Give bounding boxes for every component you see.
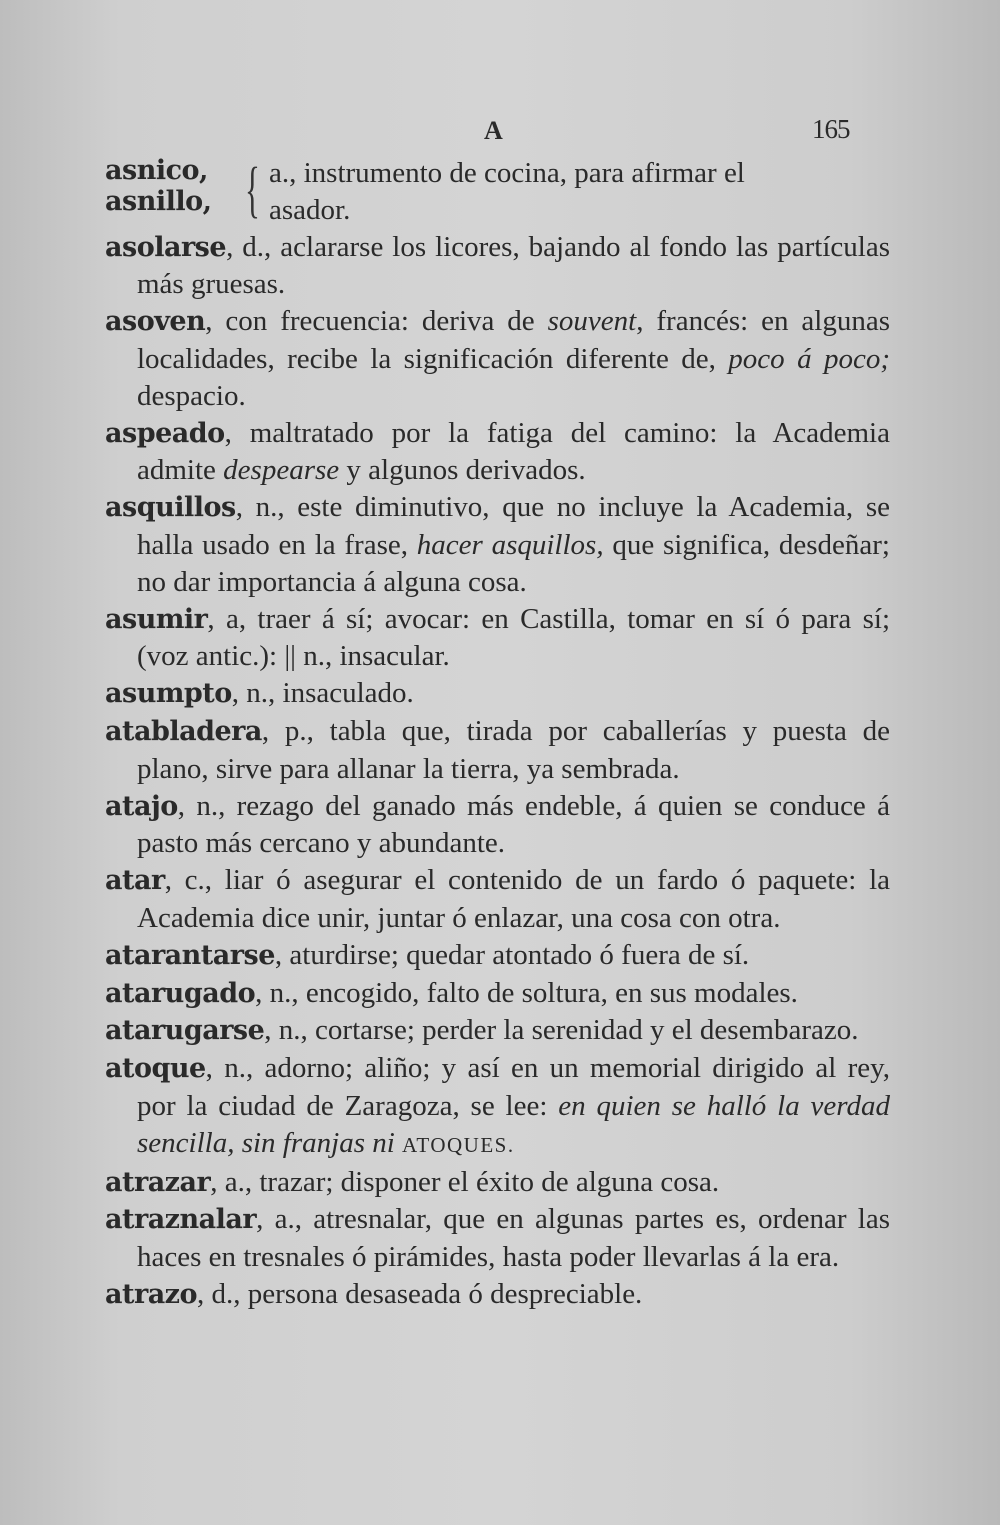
headword: atrazar	[105, 1166, 211, 1198]
dictionary-entry	[105, 1012, 890, 1050]
italic-text: hacer asquillos,	[416, 528, 604, 561]
small-caps-text: ATOQUES.	[402, 1132, 515, 1157]
headword: aspeado	[105, 417, 225, 449]
paired-entry	[105, 155, 890, 229]
dictionary-entry	[105, 229, 890, 304]
definition-text: , aturdirse; quedar atontado ó fuera de sí.	[274, 938, 750, 971]
definition-text: , con frecuencia: deriva de	[205, 305, 548, 338]
dictionary-entry	[105, 862, 890, 937]
definition-text: , maltratado por la fatiga del camino: la Academia admite	[137, 416, 890, 487]
italic-text: despearse	[223, 454, 340, 487]
page-number: 165	[812, 114, 850, 144]
definition-text	[395, 1127, 402, 1159]
headword: atoque	[105, 1053, 206, 1085]
definition-text: , p., tabla que, tirada por caballerías y puesta de plano, sirve para allanar la tierra, ya sembrada.	[137, 714, 890, 785]
dictionary-entry	[105, 415, 890, 490]
dictionary-entry	[105, 303, 890, 414]
headword: atarugado	[105, 977, 256, 1009]
dictionary-entry	[105, 1276, 890, 1314]
dictionary-entry	[105, 675, 890, 713]
headword: asnillo,	[105, 186, 212, 217]
definition-text: , c., liar ó asegurar el contenido de un fardo ó paquete: la Academia dice unir, juntar ó enlazar, una cosa con otra.	[137, 864, 890, 934]
definition-text: , n., adorno; aliño; y así en un memorial dirigido al rey, por la ciudad de Zaragoza, se lee:	[137, 1052, 890, 1122]
dictionary-entry	[105, 1050, 890, 1163]
section-letter: A	[484, 116, 503, 145]
definition-text: , n., encogido, falto de soltura, en sus modales.	[255, 976, 798, 1009]
definition-line: a., instrumento de cocina, para afirmar el	[269, 157, 745, 189]
dictionary-entry	[105, 601, 890, 676]
definition-text: , a, traer á sí; avocar: en Castilla, tomar en sí ó para sí; (voz antic.): || n., insacular.	[137, 602, 890, 673]
definition-text: , n., insaculado.	[231, 677, 414, 710]
dictionary-entry	[105, 1201, 890, 1276]
headword: atarantarse	[105, 939, 275, 971]
headword: asumir	[105, 603, 208, 635]
headword: atarugarse	[105, 1015, 265, 1047]
dictionary-entry	[105, 713, 890, 788]
definition-text: que significa, desdeñar; no dar importancia á alguna cosa.	[137, 528, 890, 598]
headword: atabladera	[105, 715, 262, 747]
definition-text: y algunos derivados.	[339, 454, 586, 487]
brace-icon: {	[245, 156, 260, 224]
dictionary-entries	[105, 155, 890, 1314]
headword: asolarse	[105, 231, 227, 263]
definition-text: despacio.	[137, 379, 246, 412]
dictionary-entry	[105, 489, 890, 600]
definition-text: , n., rezago del ganado más endeble, á quien se conduce á pasto más cercano y abundante.	[137, 789, 890, 860]
dictionary-entry	[105, 1164, 890, 1202]
headword: asoven	[105, 306, 206, 338]
definition-text: , francés: en algunas localidades, recibe la significación diferente de,	[137, 305, 890, 375]
dictionary-entry	[105, 975, 890, 1013]
headword: atraznalar	[105, 1204, 257, 1236]
paired-headwords	[105, 155, 245, 229]
paired-definition	[269, 155, 890, 229]
headword: asumpto	[105, 678, 232, 710]
headword: asquillos	[105, 492, 236, 524]
definition-line: asador.	[269, 193, 351, 226]
italic-text: poco á poco;	[728, 342, 890, 375]
dictionary-entry	[105, 788, 890, 863]
italic-text: en quien se halló la verdad sencilla, sin franjas ni	[137, 1089, 890, 1159]
definition-text: , d., aclararse los licores, bajando al fondo las partículas más gruesas.	[137, 230, 890, 301]
dictionary-entry	[105, 937, 890, 975]
headword: asnico,	[105, 155, 208, 186]
headword: atar	[105, 865, 165, 897]
definition-text: , a., trazar; disponer el éxito de alguna cosa.	[210, 1165, 720, 1198]
definition-text: , d., persona desaseada ó despreciable.	[197, 1277, 643, 1310]
headword: atrazo	[105, 1278, 198, 1310]
definition-text: , n., cortarse; perder la serenidad y el desembarazo.	[264, 1014, 859, 1047]
italic-text: souvent	[547, 305, 637, 338]
headword: atajo	[105, 790, 178, 822]
definition-text: , n., este diminutivo, que no incluye la Academia, se halla usado en la frase,	[137, 491, 890, 561]
definition-text: , a., atresnalar, que en algunas partes es, ordenar las haces en tresnales ó pirámides, hasta poder llevarlas á la era.	[137, 1203, 890, 1274]
page-header	[0, 112, 1000, 152]
